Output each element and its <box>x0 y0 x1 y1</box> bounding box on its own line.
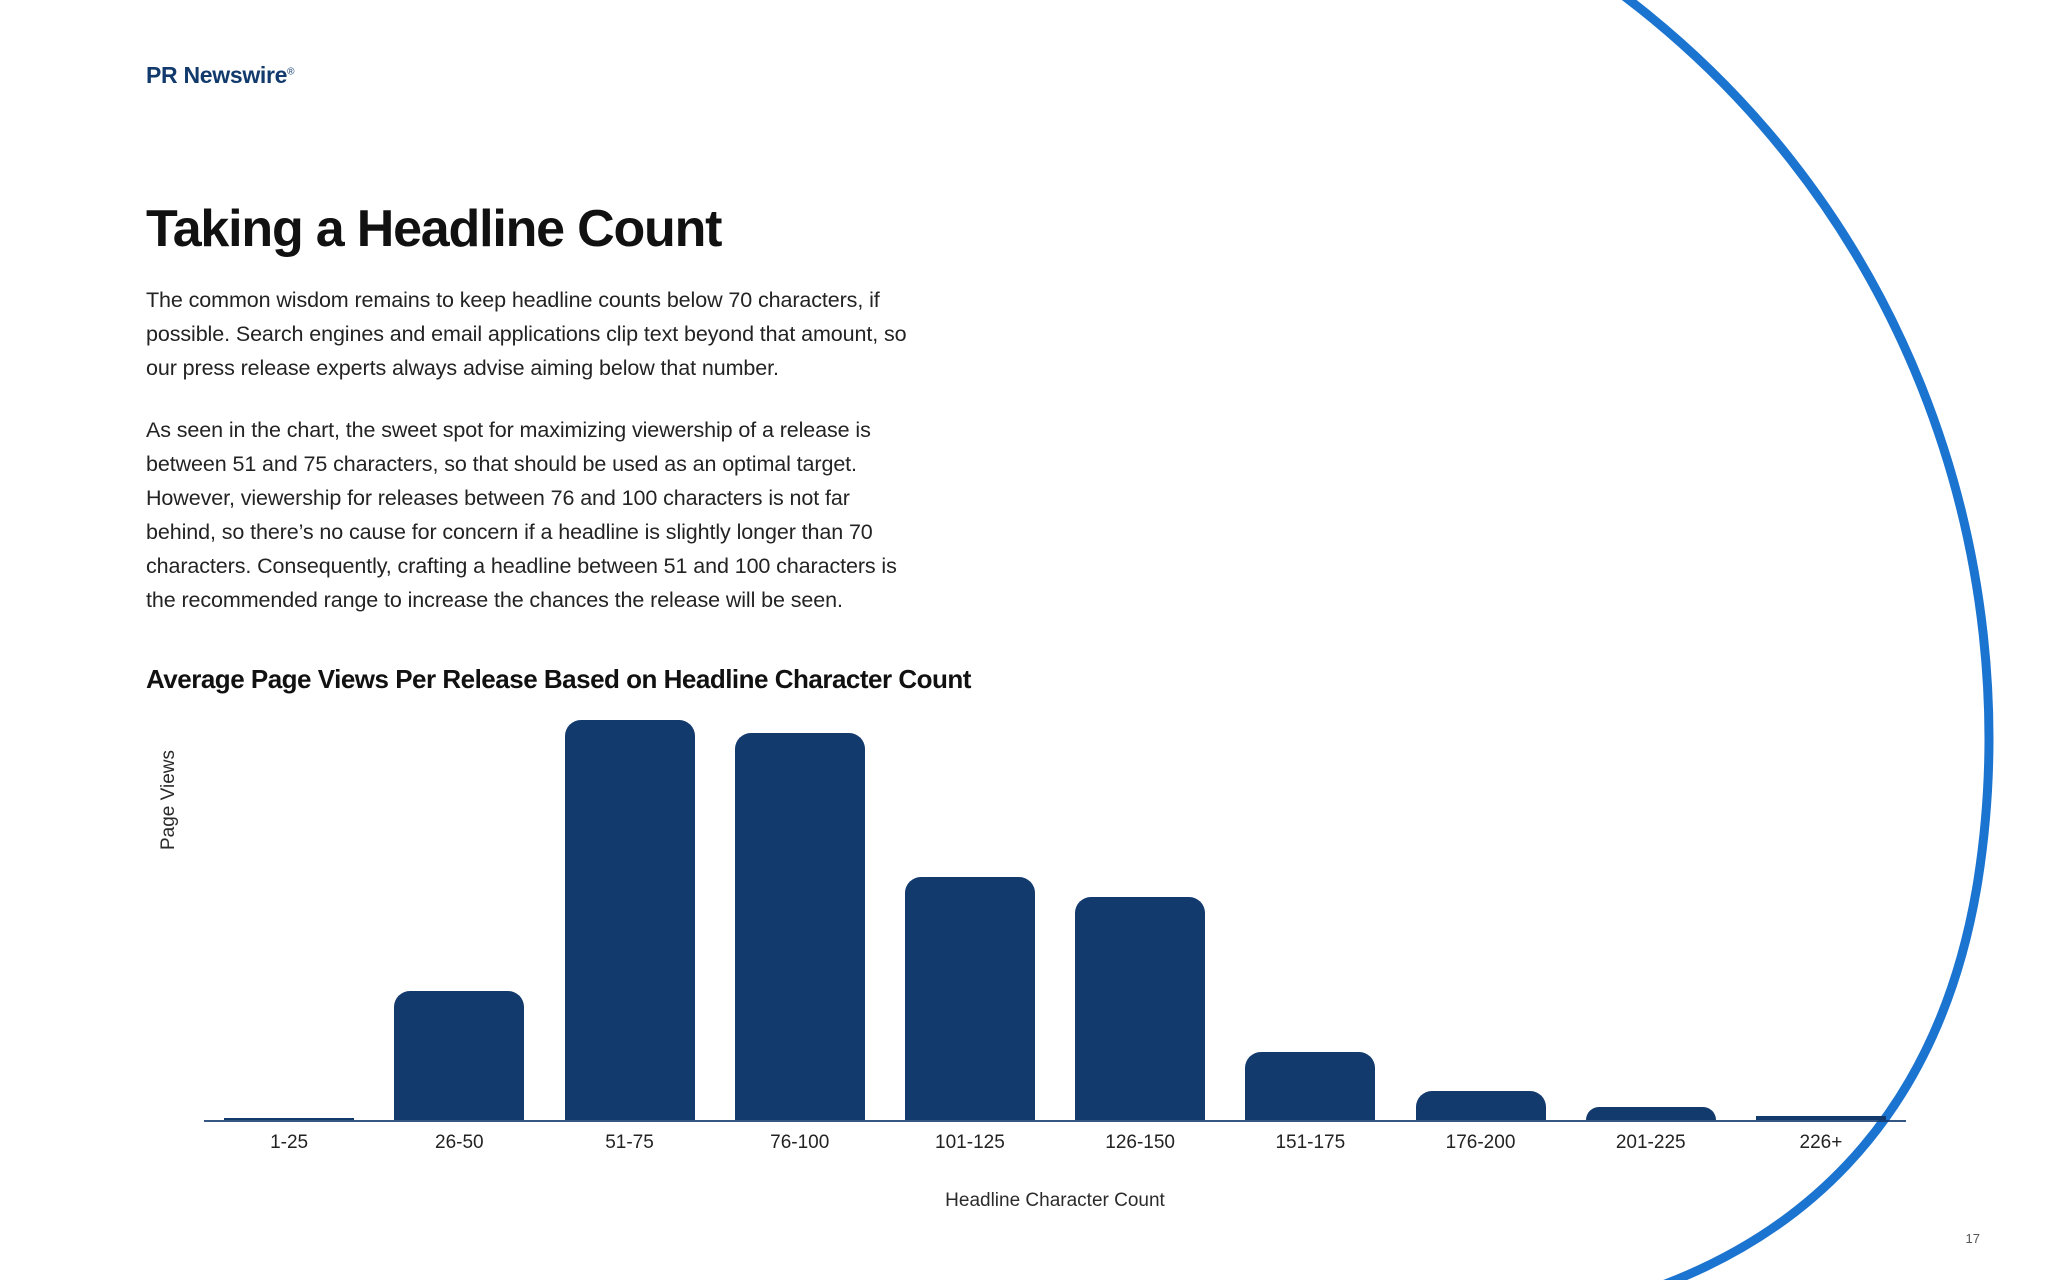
x-tick-label: 76-100 <box>770 1132 830 1153</box>
bar-slot <box>544 700 714 1120</box>
x-axis-tick-labels <box>204 1132 1906 1154</box>
x-tick-label: 101-125 <box>935 1132 1005 1153</box>
bar-slot <box>1395 700 1565 1120</box>
bar-101-125 <box>905 877 1035 1120</box>
bar-slot <box>1566 700 1736 1120</box>
y-axis-label: Page Views <box>158 750 179 850</box>
bar-151-175 <box>1245 1052 1375 1120</box>
x-axis-label: Headline Character Count <box>945 1190 1165 1211</box>
bar-slot <box>715 700 885 1120</box>
bar-76-100 <box>735 733 865 1120</box>
page-number: 17 <box>1965 1231 1980 1246</box>
paragraph-1: The common wisdom remains to keep headline counts below 70 characters, if possible. Search engines and email applications clip text beyond that amount, so our press release experts always advise aiming below that number. <box>146 288 907 380</box>
bar-chart <box>146 700 1906 1230</box>
bar-201-225 <box>1586 1107 1716 1120</box>
pr-newswire-logo <box>146 62 294 89</box>
chart-plot-area <box>204 700 1906 1230</box>
x-tick-label: 201-225 <box>1615 1132 1686 1153</box>
bar-51-75 <box>565 720 695 1120</box>
logo-text: PR Newswire <box>146 62 288 88</box>
logo-trademark: ® <box>287 66 295 78</box>
bar-slot <box>1736 700 1906 1120</box>
paragraph-2: As seen in the chart, the sweet spot for maximizing viewership of a release is between 51 and 75 characters, so that should be used as an optimal target. However, viewership for releases between 76 and 100 characters is not far behind, so there’s no cause for concern if a headline is slightly longer than 70 characters. Consequently, crafting a headline between 51 and 100 characters is the recommended range to increase the chances the release will be seen. <box>146 418 897 612</box>
bar-slot <box>1225 700 1395 1120</box>
x-axis-line <box>204 1120 1906 1122</box>
x-tick-label: 51-75 <box>605 1132 654 1153</box>
x-tick-label: 26-50 <box>435 1132 484 1153</box>
x-tick-label: 176-200 <box>1445 1132 1516 1153</box>
body-copy <box>146 283 921 617</box>
x-tick-label: 151-175 <box>1275 1132 1346 1153</box>
bar-slot <box>204 700 374 1120</box>
bar-slot <box>885 700 1055 1120</box>
bar-series <box>204 700 1906 1120</box>
bar-slot <box>374 700 544 1120</box>
bar-slot <box>1055 700 1225 1120</box>
x-tick-label: 126-150 <box>1105 1132 1175 1153</box>
x-tick-label: 226+ <box>1799 1132 1843 1153</box>
bar-26-50 <box>394 991 524 1120</box>
bar-126-150 <box>1075 897 1205 1120</box>
page-title: Taking a Headline Count <box>146 199 722 258</box>
chart-title: Average Page Views Per Release Based on Headline Character Count <box>146 663 971 694</box>
bar-176-200 <box>1416 1091 1546 1120</box>
x-tick-label: 1-25 <box>270 1132 309 1153</box>
